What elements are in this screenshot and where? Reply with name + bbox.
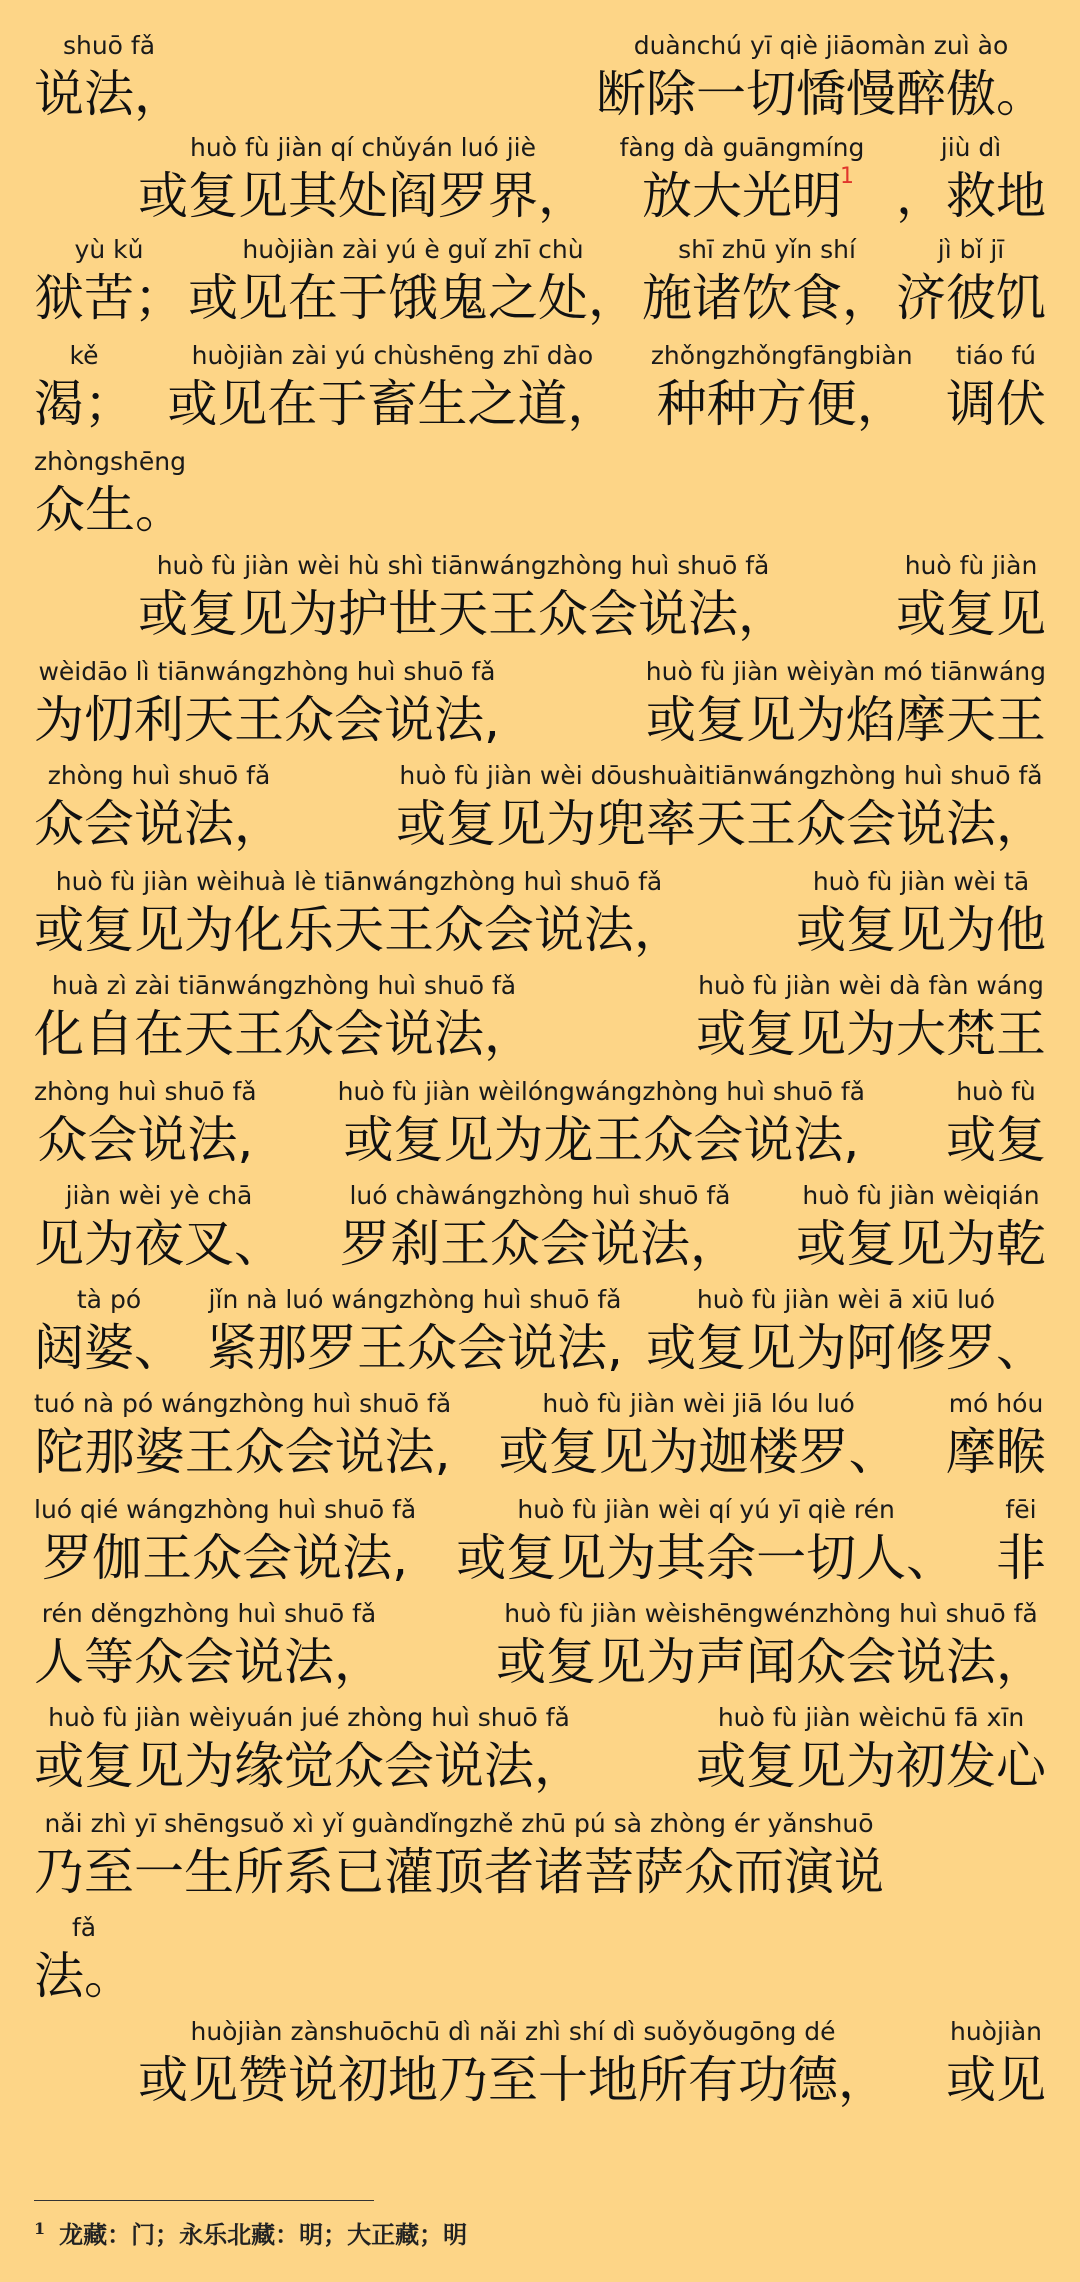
phrase xyxy=(34,340,134,436)
phrase xyxy=(34,1808,884,1904)
chinese-characters: 或复见 xyxy=(896,585,1046,643)
chinese-text xyxy=(138,164,588,228)
phrase xyxy=(696,1702,1046,1798)
text-line-10 xyxy=(34,970,1046,1066)
phrase xyxy=(34,1388,451,1484)
text-line-14 xyxy=(34,1388,1046,1484)
phrase xyxy=(396,760,1046,856)
chinese-characters: 众生。 xyxy=(34,481,185,539)
chinese-characters: 或复见为兜率天王众会说法， xyxy=(396,795,1046,853)
chinese-characters: 乃至一生所系已灌顶者诸菩萨众而演说 xyxy=(34,1843,884,1901)
pinyin-annotation: duànchú yī qiè jiāomàn zuì ào xyxy=(633,31,1009,60)
text-line-19 xyxy=(34,1912,1046,2008)
chinese-characters: 化自在天王众会说法， xyxy=(34,1005,534,1063)
pinyin-annotation: tiáo fú xyxy=(956,341,1036,370)
phrase xyxy=(34,30,184,126)
chinese-text xyxy=(396,792,1046,856)
chinese-text xyxy=(796,1212,1046,1276)
chinese-characters: 罗伽王众会说法, xyxy=(42,1529,409,1587)
chinese-characters: 或见 xyxy=(946,2051,1046,2109)
pinyin-annotation: huò fù jiàn wèi jiā lóu luó xyxy=(542,1389,855,1418)
chinese-text xyxy=(167,372,617,436)
pinyin-annotation: zhòng huì shuō fǎ xyxy=(34,1077,257,1106)
chinese-text xyxy=(34,1212,284,1276)
phrase xyxy=(34,1702,584,1798)
chinese-characters: 非 xyxy=(996,1529,1046,1587)
chinese-text xyxy=(34,266,184,330)
phrase xyxy=(34,446,186,542)
chinese-characters: 或复见为焰摩天王 xyxy=(645,691,1046,749)
phrase xyxy=(896,234,1046,330)
pinyin-annotation: zhòng huì shuō fǎ xyxy=(47,761,271,790)
chinese-characters: 或复见为阿修罗、 xyxy=(646,1319,1046,1377)
text-line-5 xyxy=(34,446,1046,542)
chinese-characters: 或复见为他 xyxy=(796,901,1046,959)
pinyin-annotation: shuō fǎ xyxy=(62,31,156,60)
chinese-characters: 摩睺 xyxy=(946,1423,1046,1481)
chinese-characters: 调伏 xyxy=(946,375,1046,433)
chinese-text xyxy=(35,478,185,542)
phrase xyxy=(34,866,684,962)
chinese-text xyxy=(207,1316,623,1380)
pinyin-annotation: huò fù jiàn wèi qí yú yī qiè rén xyxy=(517,1495,895,1524)
phrase xyxy=(896,132,1046,228)
pinyin-annotation: huòjiàn xyxy=(949,2017,1043,2046)
chinese-characters: 或见赞说初地乃至十地所有功德， xyxy=(138,2051,888,2109)
phrase xyxy=(34,234,184,330)
pinyin-annotation: huò fù jiàn wèilóngwángzhòng huì shuō fǎ xyxy=(337,1077,865,1106)
phrase xyxy=(946,1388,1046,1484)
phrase xyxy=(646,1284,1046,1380)
chinese-characters: 断除一切憍慢醉傲。 xyxy=(596,65,1046,123)
pinyin-annotation: huò fù jiàn wèichū fā xīn xyxy=(717,1703,1025,1732)
chinese-characters: 或复见为化乐天王众会说法， xyxy=(34,901,684,959)
phrase xyxy=(456,1494,956,1590)
phrase xyxy=(338,1076,865,1172)
footnote-text: 龙藏：门；永乐北藏：明；大正藏；明 xyxy=(59,2220,468,2249)
chinese-text xyxy=(188,266,638,330)
phrase xyxy=(34,970,534,1066)
pinyin-annotation: huò fù jiàn wèiqián xyxy=(802,1181,1040,1210)
chinese-text xyxy=(34,1002,534,1066)
chinese-characters: 说法， xyxy=(34,65,184,123)
phrase xyxy=(138,2016,888,2112)
chinese-text xyxy=(37,1108,253,1172)
phrase xyxy=(596,30,1046,126)
chinese-text xyxy=(596,62,1046,126)
pinyin-annotation: huò fù xyxy=(956,1077,1036,1106)
pinyin-annotation: tuó nà pó wángzhòng huì shuō fǎ xyxy=(34,1389,452,1418)
pinyin-annotation: huòjiàn zài yú è guǐ zhī chù xyxy=(242,235,584,264)
pinyin-annotation: nǎi zhì yī shēngsuǒ xì yǐ guàndǐngzhě zhū pú sà zhòng ér yǎnshuō xyxy=(44,1809,874,1838)
chinese-characters: 种种方便， xyxy=(656,375,907,433)
phrase xyxy=(946,2016,1046,2112)
phrase xyxy=(651,340,913,436)
text-line-11 xyxy=(34,1076,1046,1172)
chinese-characters: 众会说法， xyxy=(34,795,284,853)
pinyin-annotation: huò fù jiàn wèi dōushuàitiānwángzhòng huì shuō fǎ xyxy=(399,761,1043,790)
text-line-8 xyxy=(34,760,1046,856)
chinese-characters: 或复见为乾 xyxy=(796,1215,1046,1273)
chinese-text xyxy=(340,1212,740,1276)
footnote xyxy=(34,2212,467,2252)
chinese-text xyxy=(34,372,134,436)
phrase xyxy=(138,550,788,646)
text-line-4 xyxy=(34,340,1046,436)
text-line-15 xyxy=(34,1494,1046,1590)
chinese-characters: 陀那婆王众会说法, xyxy=(34,1423,451,1481)
pinyin-annotation: huòjiàn zài yú chùshēng zhī dào xyxy=(191,341,594,370)
chinese-characters: 狱苦； xyxy=(34,269,184,327)
chinese-characters: 罗刹王众会说法， xyxy=(340,1215,740,1273)
text-line-9 xyxy=(34,866,1046,962)
chinese-characters: 见为夜叉、 xyxy=(34,1215,284,1273)
chinese-text xyxy=(646,1316,1046,1380)
chinese-text xyxy=(946,2048,1046,2112)
phrase xyxy=(167,340,617,436)
chinese-text xyxy=(34,1944,134,2008)
pinyin-annotation: zhòngshēng xyxy=(34,447,186,476)
text-line-12 xyxy=(34,1180,1046,1276)
chinese-text xyxy=(896,266,1046,330)
chinese-text xyxy=(138,582,788,646)
chinese-characters: ，救地 xyxy=(896,167,1046,225)
chinese-characters: 或复见为缘觉众会说法， xyxy=(34,1737,584,1795)
chinese-text xyxy=(946,1420,1046,1484)
pinyin-annotation: fēi xyxy=(1005,1495,1037,1524)
chinese-text xyxy=(796,898,1046,962)
chinese-text xyxy=(896,582,1046,646)
pinyin-annotation: jì bǐ jī xyxy=(937,235,1005,264)
text-line-16 xyxy=(34,1598,1046,1694)
pinyin-annotation: huò fù jiàn wèi hù shì tiānwángzhòng huì shuō fǎ xyxy=(156,551,770,580)
phrase xyxy=(646,656,1046,752)
pinyin-annotation: rén děngzhòng huì shuō fǎ xyxy=(41,1599,377,1628)
chinese-text xyxy=(496,1630,1046,1694)
pinyin-annotation: fàng dà guāngmíng xyxy=(619,133,865,162)
pinyin-annotation: huò fù jiàn wèi ā xiū luó xyxy=(696,1285,996,1314)
pinyin-annotation: mó hóu xyxy=(948,1389,1044,1418)
chinese-text xyxy=(35,1420,451,1484)
phrase xyxy=(207,1284,623,1380)
pinyin-annotation: huò fù jiàn wèi tā xyxy=(812,867,1030,896)
pinyin-annotation: kě xyxy=(69,341,99,370)
chinese-characters: 或见在于畜生之道， xyxy=(167,375,618,433)
chinese-characters: 或见在于饿鬼之处， xyxy=(188,269,638,327)
pinyin-annotation: shī zhū yǐn shí xyxy=(678,235,856,264)
pinyin-annotation: wèidāo lì tiānwángzhòng huì shuō fǎ xyxy=(38,657,496,686)
chinese-characters: 或复见为大梵王 xyxy=(696,1005,1046,1063)
phrase xyxy=(34,1180,284,1276)
phrase xyxy=(499,1388,899,1484)
pinyin-annotation: huòjiàn zànshuōchū dì nǎi zhì shí dì suǒyǒugōng dé xyxy=(190,2017,836,2046)
pinyin-annotation: huò fù jiàn wèi dà fàn wáng xyxy=(698,971,1044,1000)
chinese-text xyxy=(34,1316,184,1380)
chinese-text xyxy=(34,1630,384,1694)
pinyin-annotation: zhǒngzhǒngfāngbiàn xyxy=(650,341,913,370)
phrase xyxy=(188,234,638,330)
pinyin-annotation: huò fù jiàn wèishēngwénzhòng huì shuō fǎ xyxy=(504,1599,1038,1628)
chinese-text xyxy=(42,1526,408,1590)
pinyin-annotation: huò fù jiàn wèiyuán jué zhòng huì shuō fǎ xyxy=(48,1703,570,1732)
chinese-characters: 闼婆、 xyxy=(34,1319,184,1377)
text-line-20 xyxy=(138,2016,1046,2112)
phrase xyxy=(34,1494,416,1590)
chinese-characters: 或复见为初发心 xyxy=(696,1737,1046,1795)
text-line-6 xyxy=(138,550,1046,646)
footnote-divider xyxy=(34,2200,374,2201)
chinese-text xyxy=(34,62,184,126)
chinese-text xyxy=(34,898,684,962)
chinese-characters: 济彼饥 xyxy=(896,269,1046,327)
chinese-characters: 放大光明 xyxy=(642,167,842,225)
pinyin-annotation: luó chàwángzhòng huì shuō fǎ xyxy=(349,1181,731,1210)
text-line-17 xyxy=(34,1702,1046,1798)
chinese-text xyxy=(343,1108,859,1172)
chinese-text xyxy=(34,792,284,856)
pinyin-annotation: huà zì zài tiānwángzhòng huì shuō fǎ xyxy=(51,971,517,1000)
text-line-3 xyxy=(34,234,1046,330)
phrase xyxy=(496,1598,1046,1694)
phrase xyxy=(896,550,1046,646)
text-line-2 xyxy=(138,132,1046,228)
phrase xyxy=(796,1180,1046,1276)
chinese-text xyxy=(34,1734,584,1798)
phrase xyxy=(642,234,892,330)
pinyin-annotation: fǎ xyxy=(71,1913,97,1942)
chinese-text xyxy=(946,1108,1046,1172)
phrase xyxy=(34,760,284,856)
text-line-18 xyxy=(34,1808,1046,1904)
chinese-characters: 或复见为护世天王众会说法， xyxy=(138,585,788,643)
phrase xyxy=(138,132,588,228)
chinese-characters: 或复见为龙王众会说法, xyxy=(343,1111,860,1169)
pinyin-annotation: huò fù jiàn wèiyàn mó tiānwáng xyxy=(645,657,1046,686)
chinese-characters: 或复 xyxy=(945,1111,1046,1169)
chinese-characters: 为忉利天王众会说法, xyxy=(34,691,500,749)
chinese-characters: 紧那罗王众会说法, xyxy=(207,1319,623,1377)
chinese-characters: 或复见为其余一切人、 xyxy=(456,1529,957,1587)
chinese-text xyxy=(896,164,1046,228)
phrase xyxy=(696,970,1046,1066)
chinese-text xyxy=(696,1002,1046,1066)
text-line-13 xyxy=(34,1284,1046,1380)
phrase xyxy=(996,1494,1046,1590)
phrase xyxy=(34,656,500,752)
pinyin-annotation: jiù dì xyxy=(940,133,1002,162)
pinyin-annotation: huò fù jiàn xyxy=(904,551,1038,580)
phrase xyxy=(946,340,1046,436)
chinese-characters: 施诸饮食， xyxy=(642,269,892,327)
phrase xyxy=(34,1284,184,1380)
chinese-characters: 法。 xyxy=(34,1947,134,2005)
chinese-text xyxy=(34,688,500,752)
footnote-number: 1 xyxy=(34,2219,46,2238)
chinese-text xyxy=(642,164,854,228)
pinyin-annotation: luó qié wángzhòng huì shuō fǎ xyxy=(34,1495,417,1524)
text-line-7 xyxy=(34,656,1046,752)
chinese-text xyxy=(138,2048,888,2112)
chinese-text xyxy=(642,266,892,330)
pinyin-annotation: jiàn wèi yè chā xyxy=(65,1181,253,1210)
chinese-characters: 渴； xyxy=(34,375,134,433)
chinese-text xyxy=(696,1734,1046,1798)
chinese-text xyxy=(996,1526,1046,1590)
phrase xyxy=(34,1076,257,1172)
chinese-text xyxy=(34,1840,884,1904)
phrase xyxy=(34,1912,134,2008)
chinese-text xyxy=(946,372,1046,436)
text-line-1 xyxy=(34,30,1046,126)
phrase xyxy=(796,866,1046,962)
footnote-marker[interactable]: 1 xyxy=(840,164,854,189)
pinyin-annotation: jǐn nà luó wángzhòng huì shuō fǎ xyxy=(208,1285,622,1314)
phrase xyxy=(340,1180,740,1276)
chinese-text xyxy=(499,1420,899,1484)
pinyin-annotation: tà pó xyxy=(76,1285,142,1314)
chinese-characters: 众会说法, xyxy=(37,1111,254,1169)
chinese-characters: 或复见其处阎罗界， xyxy=(138,167,588,225)
chinese-characters: 或复见为迦楼罗、 xyxy=(498,1423,899,1481)
phrase xyxy=(620,132,865,228)
pinyin-annotation: huò fù jiàn qí chǔyán luó jiè xyxy=(190,133,536,162)
chinese-characters: 人等众会说法， xyxy=(34,1633,384,1691)
phrase xyxy=(34,1598,384,1694)
pinyin-annotation: huò fù jiàn wèihuà lè tiānwángzhòng huì shuō fǎ xyxy=(55,867,663,896)
pinyin-annotation: yù kǔ xyxy=(74,235,144,264)
phrase xyxy=(946,1076,1046,1172)
chinese-text xyxy=(646,688,1046,752)
chinese-text xyxy=(456,1526,956,1590)
chinese-text xyxy=(657,372,907,436)
chinese-characters: 或复见为声闻众会说法， xyxy=(496,1633,1046,1691)
